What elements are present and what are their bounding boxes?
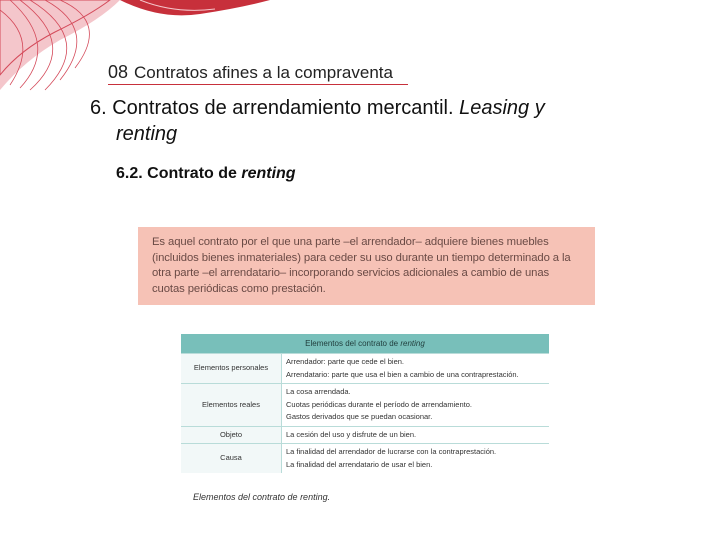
section-title-line2: renting: [116, 123, 178, 145]
row-line: La finalidad del arrendador de lucrarse con la contraprestación.: [286, 447, 497, 456]
row-line: La cosa arrendada.: [286, 387, 351, 396]
chapter-header: [108, 62, 393, 83]
table-header-italic: renting: [400, 339, 425, 348]
table-row: [181, 426, 549, 444]
row-line: La finalidad del arrendatario de usar el bien.: [286, 459, 433, 469]
chapter-number: 08: [108, 62, 129, 82]
row-content: [282, 426, 550, 444]
section-title-italic: Leasing y: [459, 97, 545, 119]
section-title-text: 6. Contratos de arrendamiento mercantil.: [90, 97, 460, 119]
subsection-title-text: 6.2. Contrato de: [116, 165, 242, 182]
row-line: Cuotas periódicas durante el período de arrendamiento.: [286, 399, 472, 409]
section-title: [90, 95, 690, 147]
row-content: [282, 384, 550, 427]
subsection-title-italic: renting: [241, 165, 296, 182]
elements-table-container: [181, 334, 549, 480]
row-label: Elementos reales: [181, 384, 282, 427]
chapter-underline: [108, 84, 408, 85]
row-label: Objeto: [181, 426, 282, 444]
definition-box: [138, 227, 595, 305]
row-line: Arrendador: parte que cede el bien.: [286, 357, 404, 366]
subsection-title: [116, 165, 296, 183]
row-line: La cesión del uso y disfrute de un bien.: [286, 429, 417, 439]
table-row: [181, 444, 549, 474]
row-label: Causa: [181, 444, 282, 474]
row-line: Arrendatario: parte que usa el bien a cambio de una contraprestación.: [286, 369, 519, 379]
table-row: [181, 384, 549, 427]
table-row: [181, 354, 549, 384]
table-header: [181, 334, 549, 354]
row-line: Gastos derivados que se puedan ocasionar.: [286, 412, 433, 421]
table-caption: Elementos del contrato de renting.: [193, 492, 331, 502]
row-content: [282, 354, 550, 384]
chapter-title: Contratos afines a la compraventa: [134, 63, 393, 82]
definition-text: Es aquel contrato por el que una parte –el arrendador– adquiere bienes muebles (incluidos bienes inmateriales) para ceder su uso durante un tiempo determinado a la otra parte –el arrendatario– incorporando servicios adicionales a cambio de unas cuotas periódicas como prestación.: [152, 236, 571, 295]
row-label: Elementos personales: [181, 354, 282, 384]
elements-table: [181, 334, 549, 473]
table-header-text: Elementos del contrato de: [305, 339, 401, 348]
row-content: [282, 444, 550, 474]
